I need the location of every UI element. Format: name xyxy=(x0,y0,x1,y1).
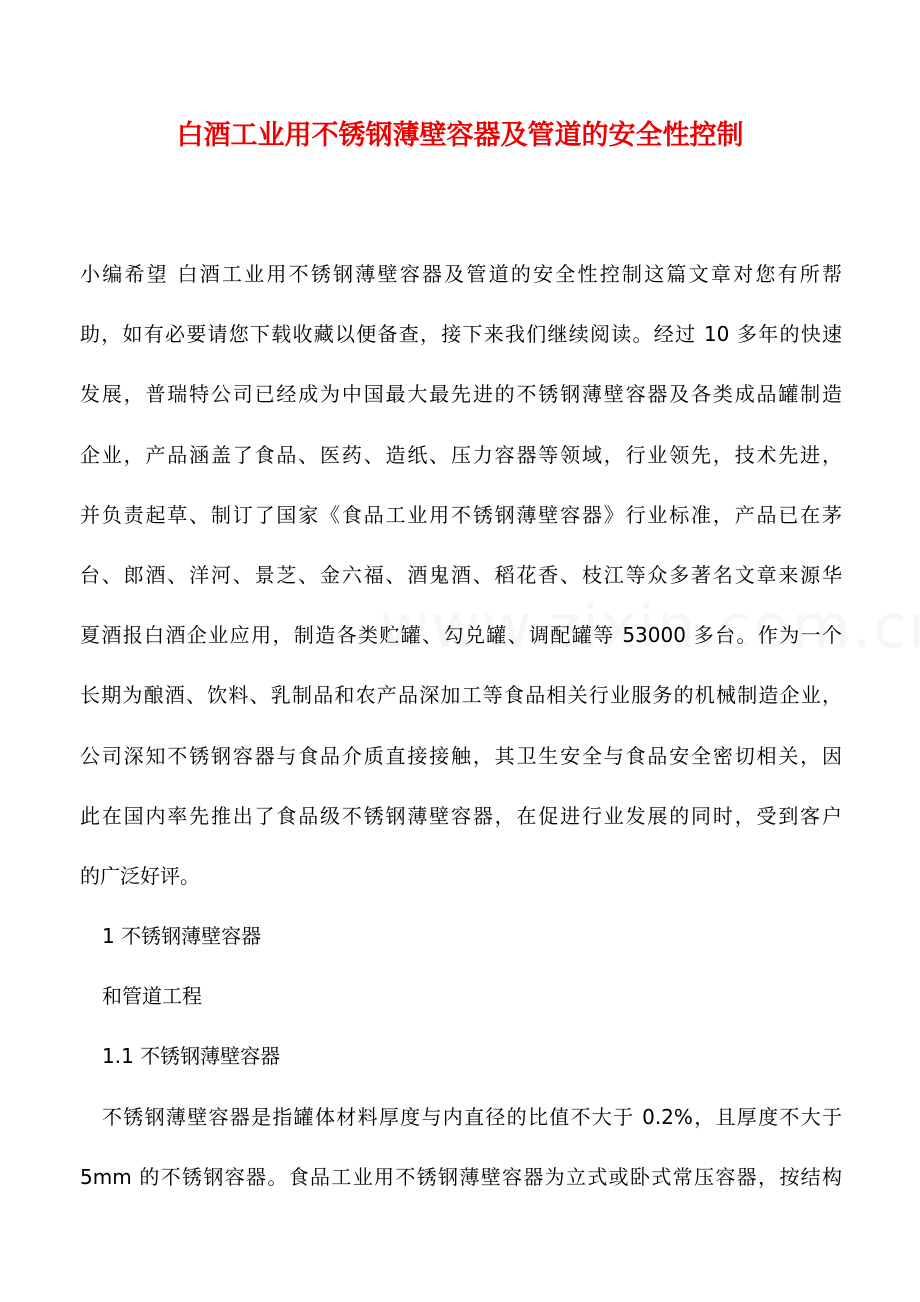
paragraph-line: 5mm 的不锈钢容器。食品工业用不锈钢薄壁容器为立式或卧式常压容器，按结构 xyxy=(80,1164,842,1189)
paragraph-line: 长期为酿酒、饮料、乳制品和农产品深加工等食品相关行业服务的机械制造企业， xyxy=(80,683,842,708)
document-body xyxy=(80,250,842,1213)
subsection-heading: 1.1 不锈钢薄壁容器 xyxy=(102,1044,281,1069)
paragraph-line: 的广泛好评。 xyxy=(80,863,200,888)
paragraph-line: 台、郎酒、洋河、景芝、金六福、酒鬼酒、稻花香、枝江等众多著名文章来源华 xyxy=(80,562,842,587)
paragraph-line: 夏酒报白酒企业应用，制造各类贮罐、勾兑罐、调配罐等 53000 多台。作为一个 xyxy=(80,623,842,648)
document-title: 白酒工业用不锈钢薄壁容器及管道的安全性控制 xyxy=(176,120,744,151)
section-heading: 1 不锈钢薄壁容器 xyxy=(102,924,262,949)
paragraph-line: 此在国内率先推出了食品级不锈钢薄壁容器，在促进行业发展的同时，受到客户 xyxy=(80,803,842,828)
paragraph-line: 不锈钢薄壁容器是指罐体材料厚度与内直径的比值不大于 0.2%，且厚度不大于 xyxy=(102,1104,842,1129)
section-heading: 和管道工程 xyxy=(102,984,202,1009)
paragraph-line: 企业，产品涵盖了食品、医药、造纸、压力容器等领域，行业领先，技术先进， xyxy=(80,442,842,467)
paragraph-line: 并负责起草、制订了国家《食品工业用不锈钢薄壁容器》行业标准，产品已在茅 xyxy=(80,502,842,527)
paragraph-line: 公司深知不锈钢容器与食品介质直接接触，其卫生安全与食品安全密切相关，因 xyxy=(80,743,842,768)
paragraph-line: 助，如有必要请您下载收藏以便备查，接下来我们继续阅读。经过 10 多年的快速 xyxy=(80,322,842,347)
paragraph-line: 发展，普瑞特公司已经成为中国最大最先进的不锈钢薄壁容器及各类成品罐制造 xyxy=(80,382,842,407)
paragraph-line: 小编希望 白酒工业用不锈钢薄壁容器及管道的安全性控制这篇文章对您有所帮 xyxy=(80,262,842,286)
